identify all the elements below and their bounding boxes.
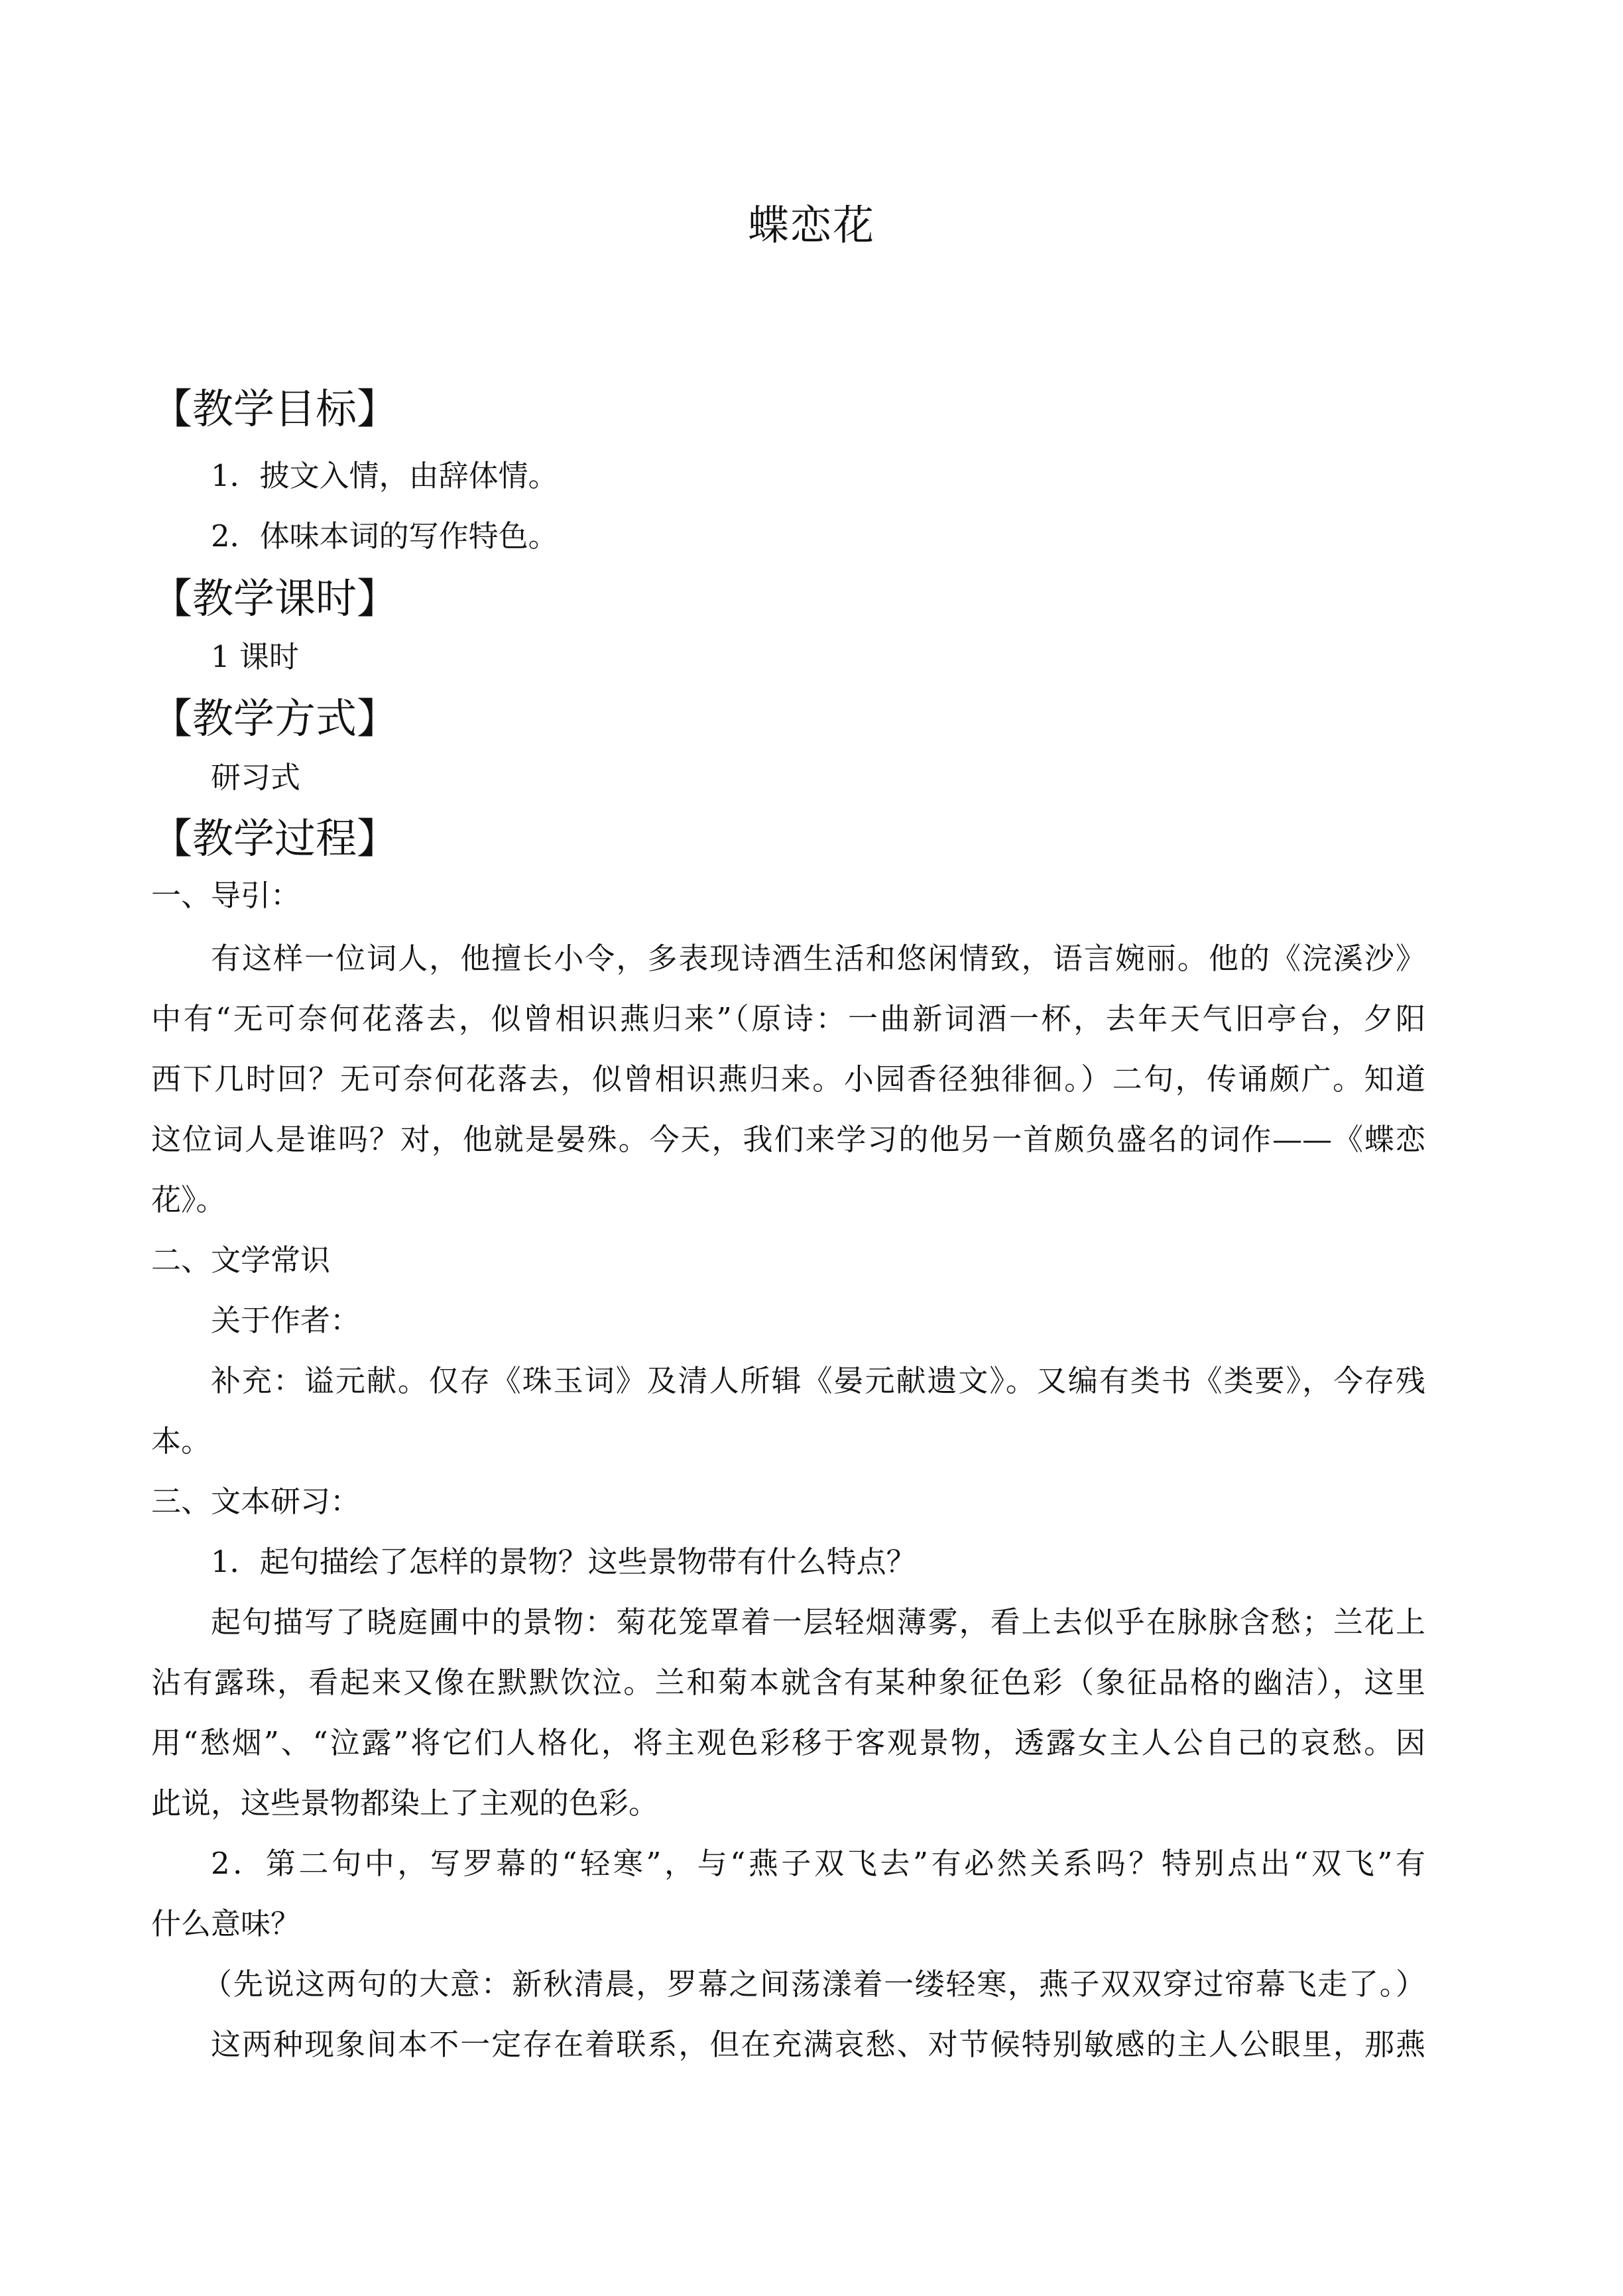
section-1-paragraph-line: 中有“无可奈何花落去，似曾相识燕归来”（原诗：一曲新词酒一杯，去年天气旧亭台，夕阳 bbox=[151, 1001, 1425, 1036]
answer-2-line: 这两种现象间本不一定存在着联系，但在充满哀愁、对节候特别敏感的主人公眼里，那燕 bbox=[211, 2027, 1425, 2062]
section-1-paragraph-line: 花》。 bbox=[151, 1182, 226, 1217]
heading-teaching-process: 【教学过程】 bbox=[151, 814, 398, 863]
section-1-paragraph-line: 这位词人是谁吗？对，他就是晏殊。今天，我们来学习的他另一首颇负盛名的词作——《蝶恋 bbox=[151, 1122, 1425, 1157]
objective-1: 1．披文入情，由辞体情。 bbox=[211, 458, 558, 493]
question-2-line: 什么意味？ bbox=[151, 1906, 301, 1941]
document-title: 蝶恋花 bbox=[747, 201, 875, 249]
section-2-about-author: 关于作者： bbox=[211, 1303, 361, 1338]
teaching-hours-value: 1 课时 bbox=[211, 639, 299, 674]
heading-teaching-objectives: 【教学目标】 bbox=[151, 385, 398, 433]
section-1-paragraph-line: 有这样一位词人，他擅长小令，多表现诗酒生活和悠闲情致，语言婉丽。他的《浣溪沙》 bbox=[211, 941, 1425, 976]
section-3-title: 三、文本研习： bbox=[151, 1484, 361, 1519]
section-1-paragraph-line: 西下几时回？无可奈何花落去，似曾相识燕归来。小园香径独徘徊。）二句，传诵颇广。知道 bbox=[151, 1061, 1425, 1097]
section-1-title: 一、导引： bbox=[151, 878, 301, 913]
objective-2: 2．体味本词的写作特色。 bbox=[211, 518, 558, 554]
answer-1-line: 沾有露珠，看起来又像在默默饮泣。兰和菊本就含有某种象征色彩（象征品格的幽洁），这里 bbox=[151, 1665, 1425, 1700]
question-1: 1．起句描绘了怎样的景物？这些景物带有什么特点？ bbox=[211, 1544, 916, 1579]
heading-teaching-method: 【教学方式】 bbox=[151, 694, 398, 743]
answer-1-line: 起句描写了晓庭圃中的景物：菊花笼罩着一层轻烟薄雾，看上去似乎在脉脉含愁；兰花上 bbox=[211, 1604, 1425, 1640]
answer-1-line: 用“愁烟”、“泣露”将它们人格化，将主观色彩移于客观景物，透露女主人公自己的哀愁。因 bbox=[151, 1725, 1425, 1760]
heading-teaching-hours: 【教学课时】 bbox=[151, 574, 398, 623]
teaching-method-value: 研习式 bbox=[211, 760, 301, 795]
section-2-title: 二、文学常识 bbox=[151, 1242, 331, 1278]
section-2-supplement-line: 补充：谥元献。仅存《珠玉词》及清人所辑《晏元献遗文》。又编有类书《类要》，今存残 bbox=[211, 1363, 1425, 1398]
answer-1-line: 此说，这些景物都染上了主观的色彩。 bbox=[151, 1785, 659, 1821]
answer-2-summary: （先说这两句的大意：新秋清晨，罗幕之间荡漾着一缕轻寒，燕子双双穿过帘幕飞走了。） bbox=[202, 1966, 1425, 2002]
section-2-supplement-line: 本。 bbox=[151, 1423, 211, 1459]
question-2-line: 2．第二句中，写罗幕的“轻寒”，与“燕子双飞去”有必然关系吗？特别点出“双飞”有 bbox=[211, 1846, 1425, 1881]
